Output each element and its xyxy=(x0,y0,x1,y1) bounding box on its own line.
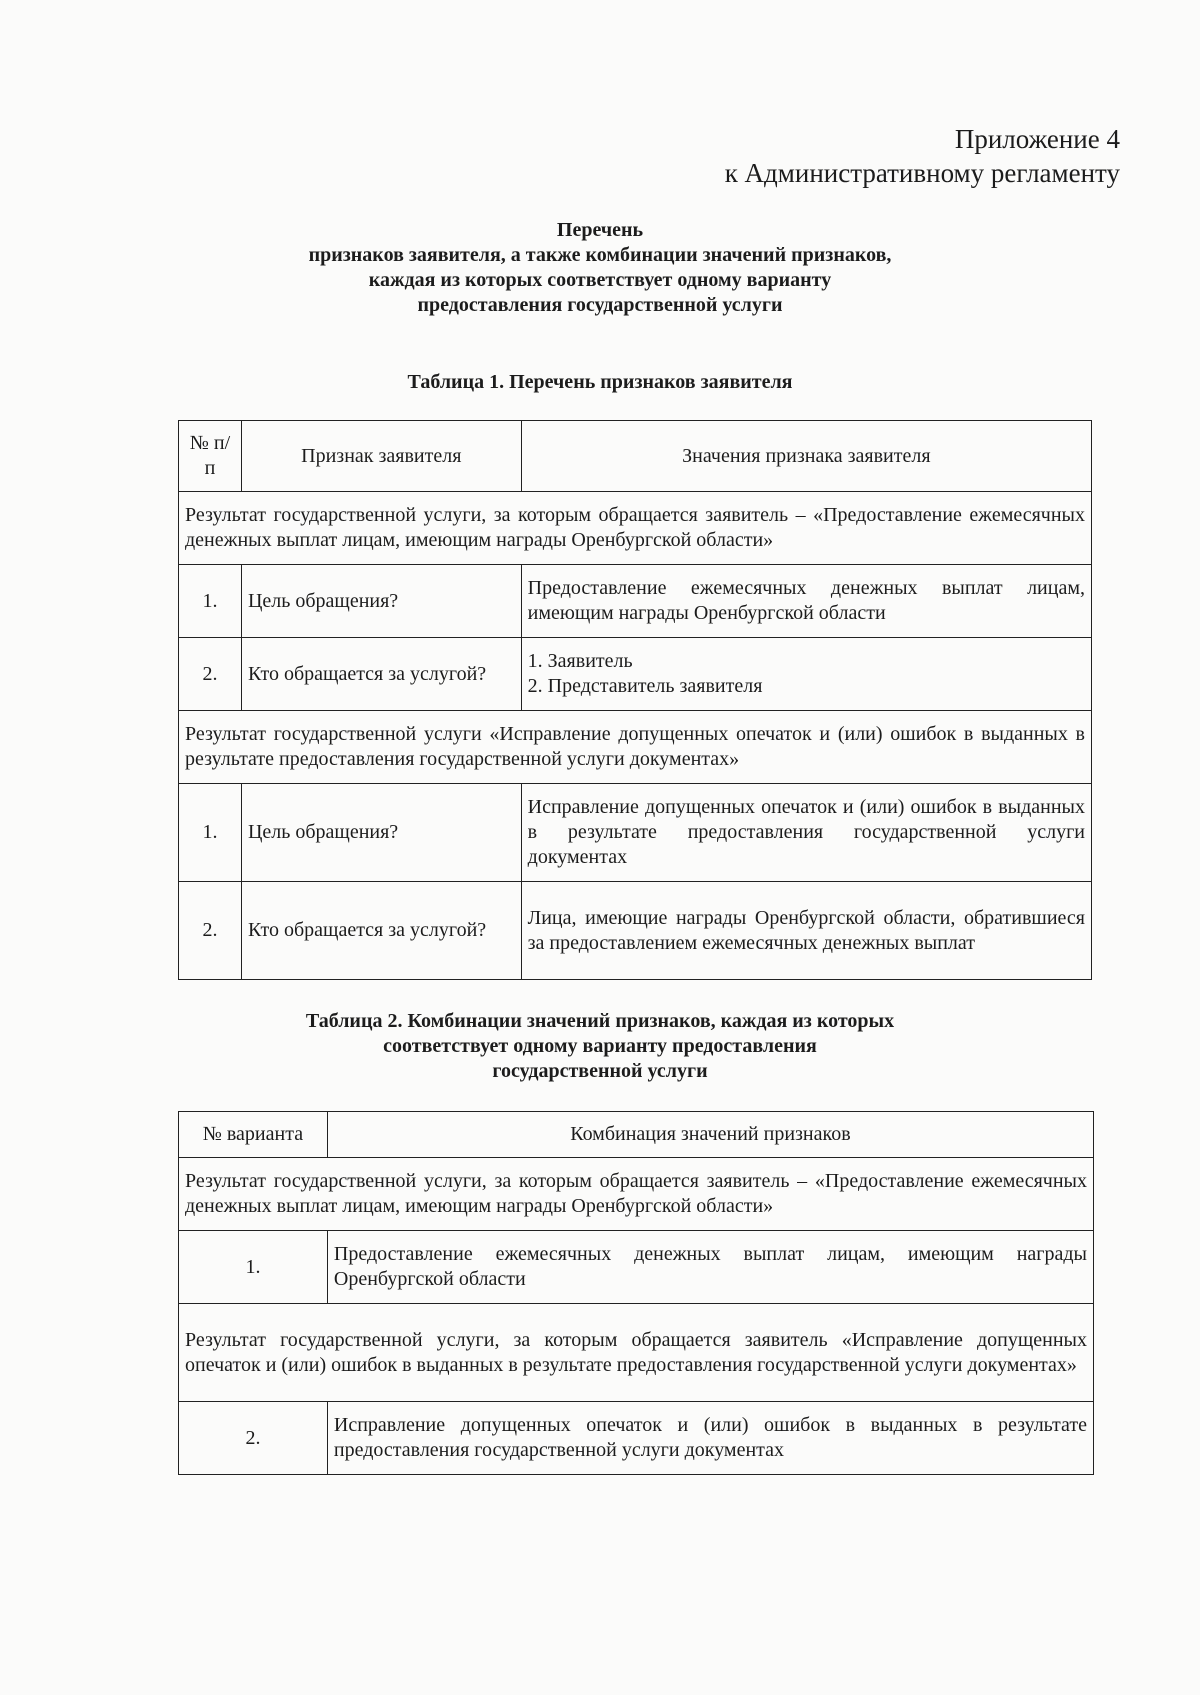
document-title-line: Перечень xyxy=(556,219,644,241)
table-row xyxy=(179,1402,1094,1475)
row-value xyxy=(521,882,1091,980)
row-value xyxy=(521,784,1091,882)
appendix-reference: к Административному регламенту xyxy=(724,158,1120,188)
row-value xyxy=(521,638,1091,711)
table1-caption: Таблица 1. Перечень признаков заявителя xyxy=(407,371,793,393)
appendix-note xyxy=(725,122,1120,190)
variant-combination: Предоставление ежемесячных денежных выплат лицам, имеющим награды Оренбургской области xyxy=(327,1231,1093,1304)
value-line: Предоставление ежемесячных денежных выплат лицам, имеющим награды Оренбургской области xyxy=(527,577,1085,624)
document-title-line: предоставления государственной услуги xyxy=(417,294,783,316)
row-number: 2. xyxy=(179,882,242,980)
document-title-line: каждая из которых соответствует одному варианту xyxy=(368,269,832,291)
row-sign: Кто обращается за услугой? xyxy=(241,882,521,980)
table-row xyxy=(179,1231,1094,1304)
result-description: Результат государственной услуги, за которым обращается заявитель – «Предоставление ежемесячных денежных выплат лицам, имеющим награды Оренбургской области» xyxy=(179,492,1092,565)
applicant-signs-table xyxy=(178,420,1092,980)
header-number: № п/п xyxy=(179,421,242,492)
table-group-row xyxy=(179,1158,1094,1231)
table-row xyxy=(179,638,1092,711)
appendix-number: Приложение 4 xyxy=(954,124,1120,154)
variant-number: 1. xyxy=(179,1231,328,1304)
header-variant: № варианта xyxy=(179,1112,328,1158)
table-header-row xyxy=(179,421,1092,492)
row-value xyxy=(521,565,1091,638)
row-sign: Цель обращения? xyxy=(241,565,521,638)
row-sign: Кто обращается за услугой? xyxy=(241,638,521,711)
table-row xyxy=(179,565,1092,638)
value-line: 1. Заявитель xyxy=(527,650,633,672)
result-description: Результат государственной услуги, за которым обращается заявитель – «Предоставление ежемесячных денежных выплат лицам, имеющим награды Оренбургской области» xyxy=(179,1158,1094,1231)
row-number: 1. xyxy=(179,784,242,882)
table-row xyxy=(179,882,1092,980)
table-group-row xyxy=(179,1304,1094,1402)
header-combination: Комбинация значений признаков xyxy=(327,1112,1093,1158)
value-line: 2. Представитель заявителя xyxy=(527,675,763,697)
table2-caption-line: государственной услуги xyxy=(492,1060,708,1082)
value-line: Лица, имеющие награды Оренбургской области, обратившиеся за предоставлением ежемесячных денежных выплат xyxy=(527,906,1085,954)
value-line: Исправление допущенных опечаток и (или) ошибок в выданных в результате предоставления государственной услуги документах xyxy=(527,796,1085,868)
variant-number: 2. xyxy=(179,1402,328,1475)
result-description: Результат государственной услуги «Исправление допущенных опечаток и (или) ошибок в выданных в результате предоставления государственной услуги документах» xyxy=(179,711,1092,784)
row-number: 1. xyxy=(179,565,242,638)
result-description: Результат государственной услуги, за которым обращается заявитель «Исправление допущенных опечаток и (или) ошибок в выданных в результате предоставления государственной услуги документах» xyxy=(179,1304,1094,1402)
document-title xyxy=(0,218,1200,318)
table-header-row xyxy=(179,1112,1094,1158)
table2-caption-line: соответствует одному варианту предоставления xyxy=(383,1035,817,1057)
table2-caption xyxy=(0,1009,1200,1084)
table-group-row xyxy=(179,711,1092,784)
table2-caption-line: Таблица 2. Комбинации значений признаков, каждая из которых xyxy=(305,1010,895,1032)
header-sign: Признак заявителя xyxy=(241,421,521,492)
header-values: Значения признака заявителя xyxy=(521,421,1091,492)
row-number: 2. xyxy=(179,638,242,711)
row-sign: Цель обращения? xyxy=(241,784,521,882)
table-group-row xyxy=(179,492,1092,565)
table-row xyxy=(179,784,1092,882)
sign-combinations-table xyxy=(178,1111,1094,1475)
document-title-line: признаков заявителя, а также комбинации значений признаков, xyxy=(308,244,892,266)
variant-combination: Исправление допущенных опечаток и (или) ошибок в выданных в результате предоставления государственной услуги документах xyxy=(327,1402,1093,1475)
